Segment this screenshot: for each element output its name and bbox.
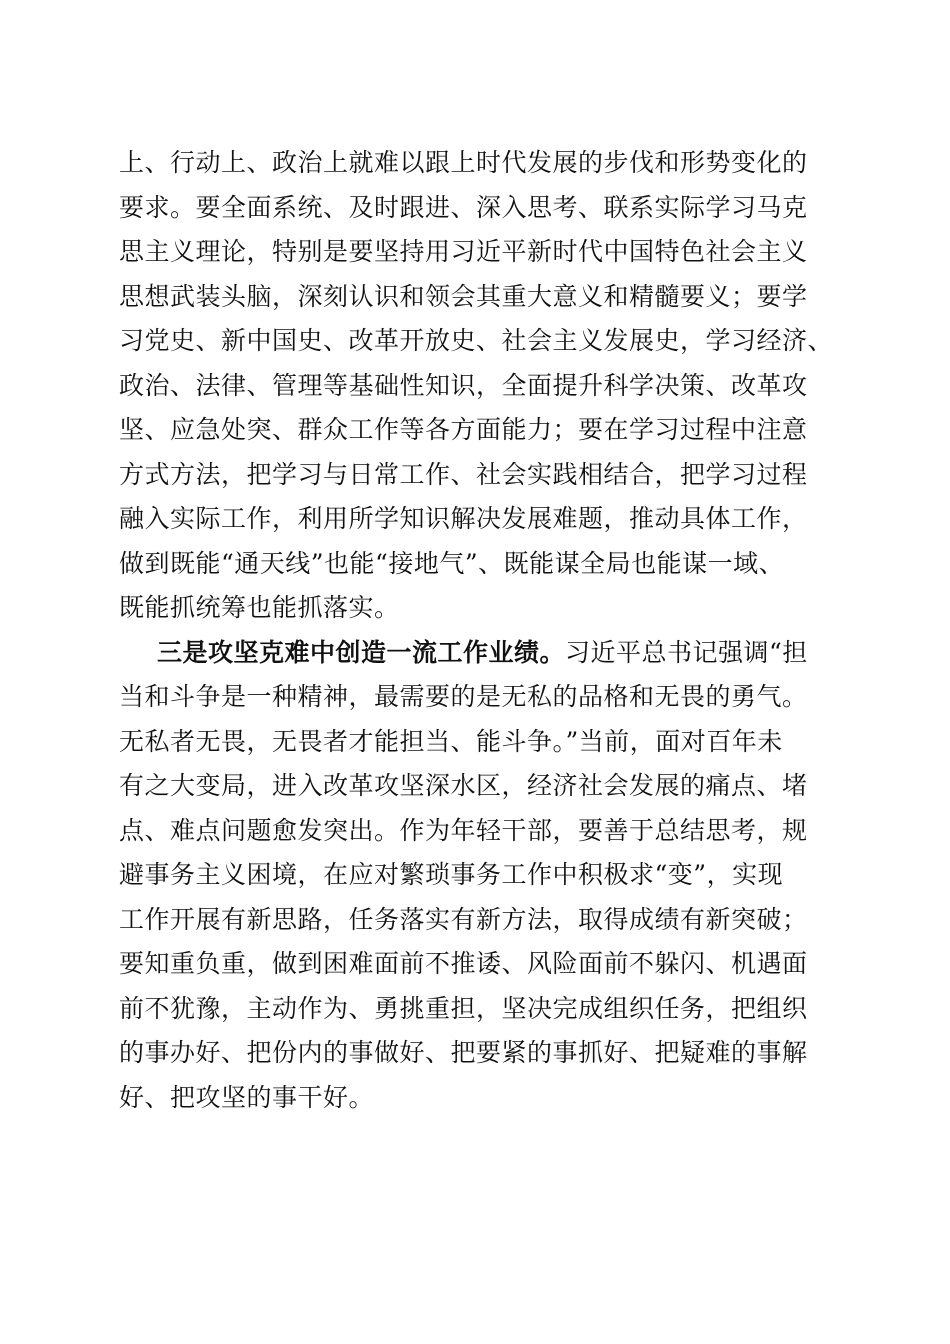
paragraph-line: 要求。要全面系统、及时跟进、深入思考、联系实际学习马克 <box>119 192 808 222</box>
paragraph-first-line <box>119 631 859 676</box>
paragraph-line: 无私者无畏，无畏者才能担当、能斗争。”当前，面对百年未 <box>119 726 783 756</box>
paragraph-line: 坚、应急处突、群众工作等各方面能力；要在学习过程中注意 <box>119 415 808 444</box>
paragraph-line: 思主义理论，特别是要坚持用习近平新时代中国特色社会主义 <box>119 237 808 266</box>
paragraph-line: 点、难点问题愈发突出。作为年轻干部，要善于总结思考，规 <box>119 815 808 845</box>
paragraph-line: 习党史、新中国史、改革开放史、社会主义发展史，学习经济、 <box>119 326 834 355</box>
paragraph-line: 有之大变局，进入改革攻坚深水区，经济社会发展的痛点、堵 <box>119 771 808 800</box>
paragraph-line: 上、行动上、政治上就难以跟上时代发展的步伐和形势变化的 <box>119 148 808 177</box>
paragraph-line: 工作开展有新思路，任务落实有新方法，取得成绩有新突破； <box>119 904 808 934</box>
paragraph-line: 融入实际工作，利用所学知识解决发展难题，推动具体工作， <box>119 504 808 533</box>
paragraph-line: 方式方法，把学习与日常工作、社会实践相结合，把学习过程 <box>119 459 808 489</box>
paragraph-line: 做到既能“通天线”也能“接地气”、既能谋全局也能谋一域、 <box>119 548 785 578</box>
paragraph-line: 好、把攻坚的事干好。 <box>119 1082 375 1112</box>
paragraph-1 <box>119 141 859 631</box>
paragraph-line: 避事务主义困境，在应对繁琐事务工作中积极求“变”，实现 <box>119 860 784 889</box>
paragraph-line: 的事办好、把份内的事做好、把要紧的事抓好、把疑难的事解 <box>119 1038 808 1067</box>
first-line-text: 习近平总书记强调“担 <box>565 637 808 667</box>
paragraph-line: 思想武装头脑，深刻认识和领会其重大意义和精髓要义；要学 <box>119 281 808 311</box>
paragraph-2 <box>119 631 859 1121</box>
paragraph-line: 既能抓统筹也能抓落实。 <box>119 593 400 622</box>
paragraph-line: 当和斗争是一种精神，最需要的是无私的品格和无畏的勇气。 <box>119 682 808 711</box>
paragraph-line: 要知重负重，做到困难面前不推诿、风险面前不躲闪、机遇面 <box>119 949 808 978</box>
paragraph-line: 政治、法律、管理等基础性知识，全面提升科学决策、改革攻 <box>119 370 808 400</box>
paragraph-line: 前不犹豫，主动作为、勇挑重担，坚决完成组织任务，把组织 <box>119 993 808 1023</box>
document-body <box>119 141 859 1120</box>
section-lead-heading: 三是攻坚克难中创造一流工作业绩。 <box>157 637 566 667</box>
